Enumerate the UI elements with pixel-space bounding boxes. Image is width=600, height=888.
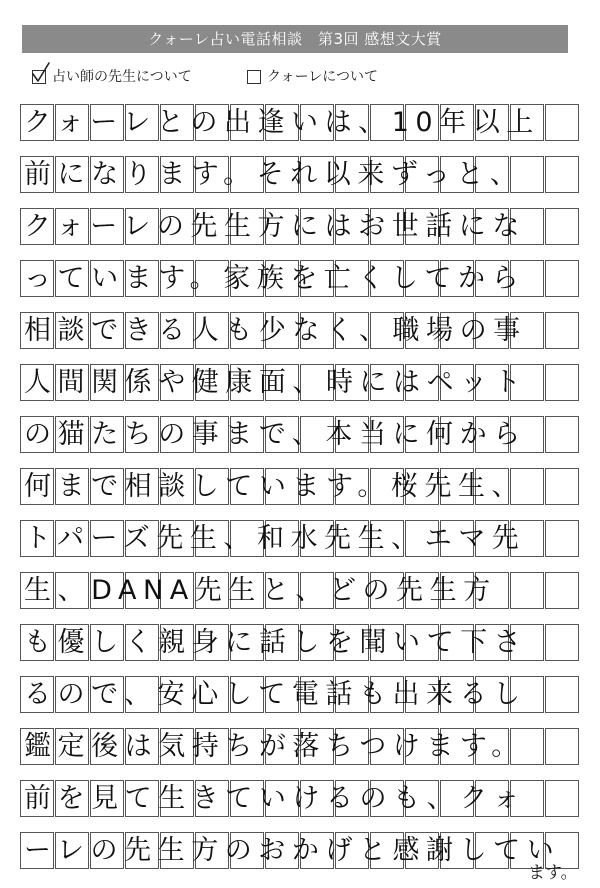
essay-line-text: ーレの先生方のおかげと感謝してい [24,835,561,866]
essay-line [20,416,580,453]
essay-line [20,572,580,609]
option-cuore[interactable] [247,64,378,90]
essay-line [20,104,580,141]
essay-line-text: 鑑定後は気持ちが落ちつけます。 [24,731,525,762]
essay-line-text: 前になります。それ以来ずっと、 [24,159,524,190]
essay-line-text: クォーレの先生方にはお世話にな [24,211,526,242]
essay-line-text: るので、安心して電話も出来るし [24,679,527,710]
essay-line-text: 何まで相談しています。桜先生、 [24,471,526,502]
essay-line-text: も優しく親身に話しを聞いて下さ [24,627,528,658]
check-mark-icon [31,62,51,84]
header-title: クォーレ占い電話相談 第3回 感想文大賞 [148,30,442,48]
essay-line-text: 相談できる人も少なく、職場の事 [24,315,527,346]
header-title-bar [22,25,568,53]
option-fortune-teller[interactable] [32,64,192,90]
essay-line-text: トパーズ先生、和水先生、エマ先 [24,523,526,554]
option-label: クォーレについて [267,69,379,85]
essay-line-text: の猫たちの事まで、本当に何から [24,419,527,450]
essay-line-text: 人間関係や健康面、時にはペット [24,367,528,398]
checkbox-unchecked[interactable] [247,70,261,84]
essay-overflow-text: ます。 [528,863,578,883]
essay-line [20,208,580,245]
essay-line [20,156,580,193]
essay-line [20,676,580,713]
essay-line [20,364,580,401]
essay-line-text: クォーレとの出逢いは、10年以上 [24,107,540,138]
essay-line [20,260,580,297]
option-label: 占い師の先生について [52,69,192,85]
essay-line-text: 生、DANA先生と、どの先生方 [24,575,497,606]
essay-line [20,520,580,557]
essay-line [20,624,580,661]
essay-line-text: っています。家族を亡くしてから [24,263,526,294]
manuscript-grid [20,104,580,868]
essay-line [20,728,580,765]
essay-line [20,832,580,869]
checkbox-checked[interactable] [32,70,46,84]
essay-line [20,780,580,817]
essay-line [20,312,580,349]
topic-options [32,64,572,90]
essay-line-text: 前を見て生きていけるのも、クォ [24,783,527,814]
essay-line [20,468,580,505]
